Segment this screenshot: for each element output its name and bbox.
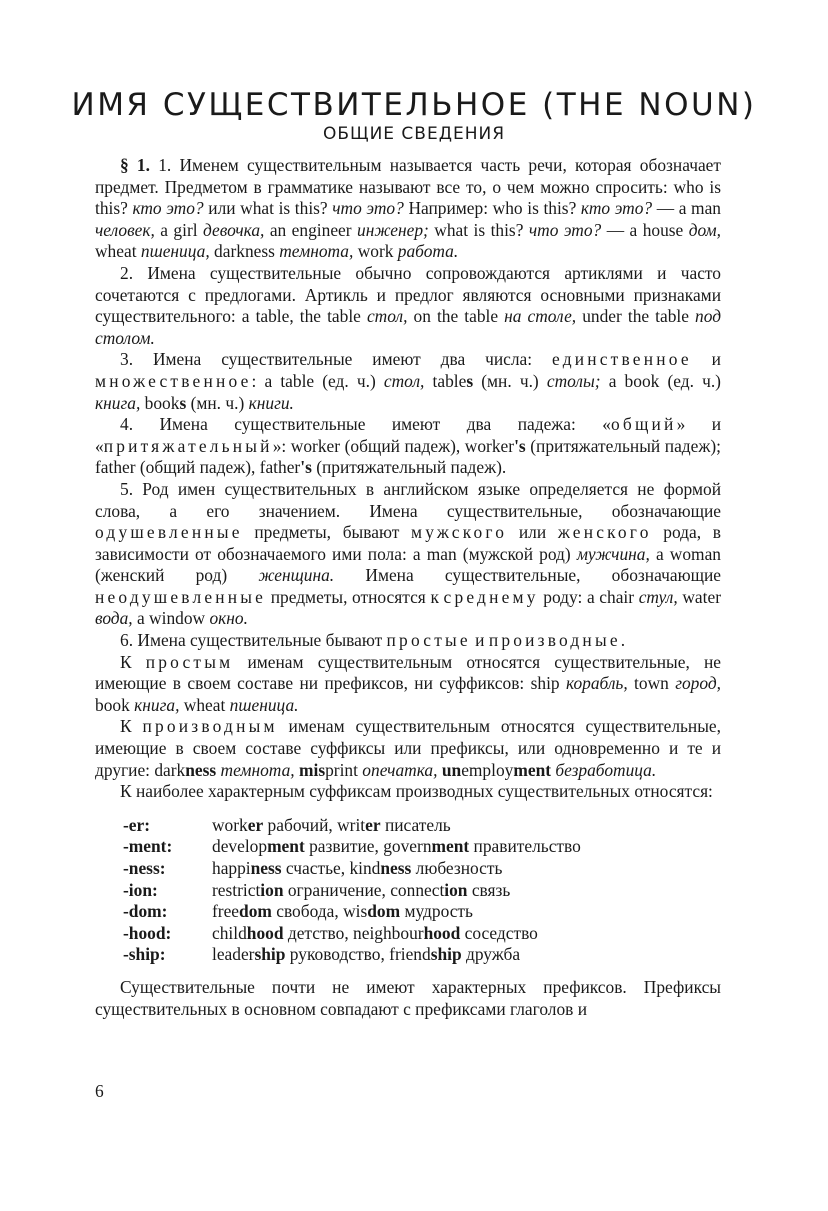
affix: ness bbox=[185, 759, 217, 780]
spaced-term: женского bbox=[557, 522, 652, 543]
suffix-examples bbox=[212, 880, 581, 902]
plural-ending: s bbox=[466, 370, 474, 391]
suffix-label: -ship: bbox=[123, 944, 166, 965]
translation: инженер; bbox=[357, 219, 429, 240]
translation: человек, bbox=[95, 219, 155, 240]
word-stem: work bbox=[212, 814, 248, 835]
text-run: 6. Имена существительные бывают bbox=[120, 630, 387, 651]
suffix-examples bbox=[212, 901, 581, 923]
text-run: work bbox=[353, 241, 398, 262]
suffix-row bbox=[123, 880, 581, 902]
text-run: water bbox=[677, 586, 721, 607]
word-suffix: hood bbox=[246, 922, 284, 943]
text-run: »: worker (общий падеж), worker bbox=[272, 435, 515, 456]
word-suffix: hood bbox=[423, 922, 461, 943]
text-run: (притяжательный падеж). bbox=[311, 457, 507, 478]
text-run: К bbox=[120, 716, 143, 737]
text-run: on the table bbox=[407, 306, 505, 327]
suffix-row bbox=[123, 858, 581, 880]
translation: стул, bbox=[638, 586, 678, 607]
word-translation: детство, bbox=[283, 922, 354, 943]
word-suffix: er bbox=[365, 814, 381, 835]
text-run: print bbox=[325, 759, 363, 780]
suffix-row bbox=[123, 815, 581, 837]
text-run: » и « bbox=[95, 414, 722, 456]
translation: книга, bbox=[95, 392, 141, 413]
text-run: wheat bbox=[179, 694, 230, 715]
suffix-row bbox=[123, 944, 581, 966]
text-run: a window bbox=[132, 608, 210, 629]
word-translation: свобода, bbox=[271, 901, 344, 922]
text-run: 3. Имена существительные имеют два числа: bbox=[120, 349, 553, 370]
suffix-row bbox=[123, 836, 581, 858]
text-run: 5. Род имен существительных в английском языке определяется не формой слова, а его значением. Имена существительные, обозначающие bbox=[95, 478, 721, 521]
text-run: wheat bbox=[95, 241, 141, 262]
translation: что это? bbox=[332, 198, 404, 219]
suffix-label: -ness: bbox=[123, 858, 166, 878]
translation: дом, bbox=[688, 219, 721, 240]
word-stem: happi bbox=[212, 858, 251, 878]
text-run: — a house bbox=[601, 219, 689, 240]
paragraph-7 bbox=[95, 652, 721, 717]
word-translation: любезность bbox=[411, 858, 503, 878]
text-run: 2. Имена существительные обычно сопровождаются артиклями и часто сочетаются с предлогами. Артикль и предлог являются основными признаками существительного: a table, the table bbox=[95, 262, 721, 327]
translation: окно. bbox=[209, 608, 248, 629]
page-number: 6 bbox=[95, 1081, 104, 1101]
spaced-term: неодушевленные bbox=[95, 586, 267, 607]
word-translation: счастье, bbox=[281, 858, 350, 878]
text-run: (мн. ч.) bbox=[186, 392, 249, 413]
word-stem: friend bbox=[389, 944, 431, 965]
word-suffix: ment bbox=[267, 836, 305, 857]
translation: темнота, bbox=[220, 759, 295, 780]
text-run: book bbox=[95, 694, 135, 715]
text-run: рода, в зависимости от обозначаемого ими пола: a man (мужской род) bbox=[95, 522, 721, 564]
paragraph-1 bbox=[95, 155, 721, 263]
suffix-label: -er: bbox=[123, 814, 151, 835]
spaced-term: притяжательный bbox=[103, 435, 273, 456]
spaced-term: простым bbox=[145, 651, 234, 672]
suffix-examples bbox=[212, 923, 581, 945]
translation: на столе, bbox=[504, 306, 577, 327]
text-run: Например: who is this? bbox=[403, 198, 581, 219]
affix: ment bbox=[513, 759, 552, 780]
text-run: или what is this? bbox=[203, 198, 333, 219]
translation: стол, bbox=[383, 370, 425, 391]
translation: кто это? bbox=[132, 198, 204, 219]
paragraph-8 bbox=[95, 716, 721, 781]
word-suffix: dom bbox=[239, 901, 272, 922]
paragraph-5 bbox=[95, 479, 721, 630]
word-suffix: ness bbox=[250, 858, 282, 878]
text-run: предметы, относятся к bbox=[266, 586, 444, 607]
text-run: table bbox=[424, 370, 467, 391]
spaced-term: общий bbox=[611, 414, 677, 435]
text-run: 4. Имена существительные имеют два падежа: « bbox=[120, 414, 611, 435]
translation: корабль, bbox=[565, 673, 628, 694]
word-translation: ограничение, bbox=[283, 879, 391, 900]
translation: стол, bbox=[366, 306, 408, 327]
translation: столы; bbox=[546, 370, 601, 391]
paragraph-2 bbox=[95, 263, 721, 349]
translation: вода, bbox=[95, 608, 133, 629]
word-stem: restrict bbox=[212, 879, 261, 900]
text-run: Имена существительные, обозначающие bbox=[334, 565, 721, 586]
text-run: или bbox=[507, 522, 558, 543]
text-run: : a table (ед. ч.) bbox=[251, 370, 384, 391]
text-run: book bbox=[140, 392, 180, 413]
text-run: a book (ед. ч.) bbox=[600, 370, 721, 391]
spaced-term: среднему bbox=[443, 586, 539, 607]
suffix-examples bbox=[212, 836, 581, 858]
word-stem: neighbour bbox=[353, 922, 424, 943]
text-run: именам существительным относятся существительные, не имеющие в своем составе ни префиксов, ни суффиксов: ship bbox=[95, 651, 721, 694]
word-stem: free bbox=[212, 901, 240, 922]
possessive-ending: 's bbox=[514, 435, 526, 456]
word-stem: writ bbox=[337, 814, 366, 835]
chapter-title: ИМЯ СУЩЕСТВИТЕЛЬНОЕ (THE NOUN) bbox=[71, 86, 757, 123]
word-suffix: dom bbox=[367, 901, 401, 922]
possessive-ending: 's bbox=[300, 457, 312, 478]
translation: пшеница, bbox=[140, 241, 210, 262]
suffix-row bbox=[123, 923, 581, 945]
word-translation: соседство bbox=[460, 922, 538, 943]
affix: un bbox=[441, 759, 462, 780]
spaced-term: простые bbox=[386, 630, 471, 651]
suffix-label: -hood: bbox=[123, 922, 172, 943]
word-suffix: ment bbox=[431, 836, 470, 857]
paragraph-10 bbox=[95, 977, 721, 1020]
spaced-term: производным bbox=[142, 716, 278, 737]
text-run: darkness bbox=[209, 241, 280, 262]
word-suffix: er bbox=[247, 814, 264, 835]
word-translation: руководство, bbox=[285, 944, 390, 965]
spaced-term: производные bbox=[488, 630, 621, 651]
suffix-label: -ion: bbox=[123, 879, 158, 900]
suffix-label: -dom: bbox=[123, 901, 168, 922]
word-translation: связь bbox=[467, 879, 511, 900]
translation: женщина. bbox=[258, 565, 335, 586]
section-number: § 1. bbox=[120, 155, 150, 175]
word-stem: kind bbox=[349, 858, 381, 878]
word-stem: child bbox=[212, 922, 247, 943]
page-body bbox=[95, 155, 721, 1020]
translation: кто это? bbox=[580, 198, 653, 219]
text-run: и bbox=[691, 349, 721, 370]
word-suffix: ship bbox=[430, 944, 462, 965]
translation: пшеница. bbox=[229, 694, 299, 715]
affix: mis bbox=[299, 759, 326, 780]
text-run: 1. Именем существительным называется часть речи, которая обозначает предмет. Предметом в грамматике называют все то, о чем можно спросить: who is this? bbox=[95, 155, 721, 219]
text-run: employ bbox=[461, 759, 514, 780]
paragraph-6 bbox=[95, 630, 721, 652]
text-run: under the table bbox=[576, 306, 696, 327]
plural-ending: s bbox=[179, 392, 187, 413]
word-suffix: ship bbox=[254, 944, 286, 965]
word-translation: правительство bbox=[469, 836, 581, 857]
text-run: К bbox=[120, 651, 146, 672]
text-run: предметы, бывают bbox=[242, 522, 411, 543]
word-translation: развитие, bbox=[304, 836, 384, 857]
translation: книги. bbox=[248, 392, 294, 413]
text-run: a woman (женский род) bbox=[95, 543, 721, 586]
suffix-examples bbox=[212, 944, 581, 966]
text-run: К наиболее характерным суффиксам производных существительных относятся: bbox=[120, 781, 713, 802]
word-stem: govern bbox=[383, 836, 432, 857]
translation: что это? bbox=[528, 219, 602, 240]
translation: безработица. bbox=[555, 759, 657, 780]
suffix-examples bbox=[212, 815, 581, 837]
text-run: what is this? bbox=[428, 219, 529, 240]
word-translation: писатель bbox=[380, 814, 451, 835]
word-suffix: ion bbox=[260, 879, 284, 900]
text-run: . bbox=[620, 630, 626, 651]
translation: опечатка, bbox=[362, 759, 438, 780]
translation: работа. bbox=[397, 241, 459, 262]
word-translation: рабочий, bbox=[263, 814, 338, 835]
text-run: a girl bbox=[154, 219, 204, 240]
text-run: — a man bbox=[652, 198, 721, 219]
text-run: an engineer bbox=[264, 219, 357, 240]
translation: темнота, bbox=[279, 241, 354, 262]
text-run: и bbox=[470, 630, 489, 651]
spaced-term: одушевленные bbox=[95, 522, 243, 543]
text-run: town bbox=[627, 673, 676, 694]
spaced-term: мужского bbox=[411, 522, 508, 543]
translation: мужчина, bbox=[576, 543, 650, 564]
section-subtitle: ОБЩИЕ СВЕДЕНИЯ bbox=[322, 124, 506, 144]
word-translation: дружба bbox=[461, 944, 521, 965]
word-stem: develop bbox=[212, 836, 268, 857]
suffix-examples bbox=[212, 858, 581, 880]
word-suffix: ion bbox=[444, 879, 468, 900]
text-run: роду: a chair bbox=[538, 586, 639, 607]
paragraph-4 bbox=[95, 414, 721, 479]
suffix-row bbox=[123, 901, 581, 923]
word-suffix: ness bbox=[380, 858, 412, 878]
word-stem: leader bbox=[212, 944, 255, 965]
spaced-term: единственное bbox=[552, 349, 692, 370]
paragraph-3 bbox=[95, 349, 721, 414]
suffix-label: -ment: bbox=[123, 836, 173, 857]
suffix-table bbox=[123, 815, 581, 966]
text-run: Существительные почти не имеют характерных префиксов. Префиксы существительных в основном совпадают с префиксами глаголов и bbox=[95, 976, 721, 1019]
text-run: (притяжательный падеж); father (общий падеж), father bbox=[95, 435, 721, 478]
translation: книга, bbox=[134, 694, 180, 715]
translation: под столом. bbox=[95, 306, 721, 348]
translation: город, bbox=[675, 673, 721, 694]
word-translation: мудрость bbox=[400, 901, 473, 922]
translation: девочка, bbox=[203, 219, 265, 240]
text-run: (мн. ч.) bbox=[473, 370, 547, 391]
word-stem: connect bbox=[390, 879, 445, 900]
spaced-term: множественное bbox=[95, 370, 252, 391]
text-run: именам существительным относятся существительные, имеющие в своем составе суффиксы или префиксы, или одновременно и те и другие: dark bbox=[95, 716, 721, 780]
paragraph-9 bbox=[95, 781, 721, 803]
word-stem: wis bbox=[343, 901, 368, 922]
